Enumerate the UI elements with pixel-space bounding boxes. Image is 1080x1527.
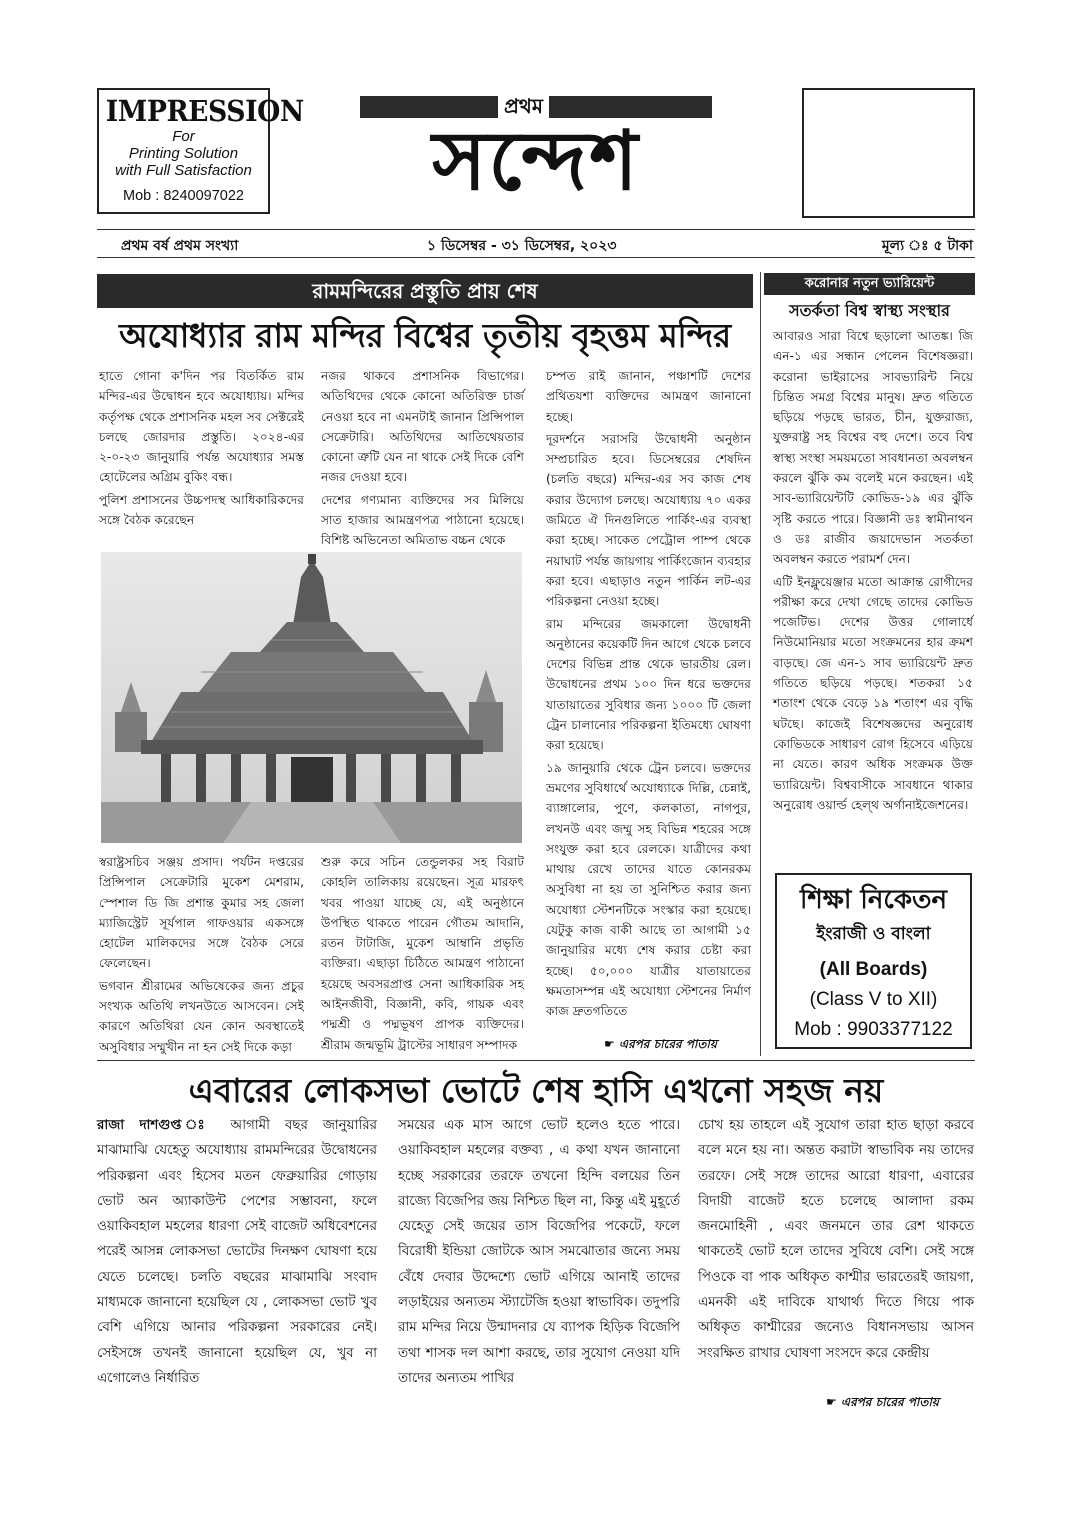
paragraph: পুলিশ প্রশাসনের উচ্চপদস্থ আধিকারিকদের সঙ্গে বৈঠক করেছেন bbox=[99, 492, 304, 528]
paragraph: নজর থাকবে প্রশাসনিক বিভাগের। অতিথিদের থেকে কোনো অতিরিক্ত চার্জ নেওয়া হবে না এমনটাই জানান প্রিন্সিপাল সেক্রেটারি। অতিথিদের আতিথেয়তার কোনো ত্রুটি যেন না থাকে সেই দিকে বেশি নজর দেওয়া হবে। bbox=[321, 369, 524, 485]
paragraph: স্বরাষ্ট্রসচিব সঞ্জয় প্রসাদ। পর্যটন দপ্তরের প্রিন্সিপাল সেক্রেটারি মুকেশ মেশরাম, স্পেশাল ডি জি প্রশান্ত কুমার সহ জেলা ম্যাজিস্ট্রেট সূর্যপাল গাফওয়ার একসঙ্গে হোটেল মালিকদের সঙ্গে বৈঠক সেরে ফেলেছেন। bbox=[99, 855, 304, 971]
ad-brand: IMPRESSION bbox=[105, 94, 304, 128]
newspaper-title: সন্দেশ bbox=[432, 114, 640, 209]
byline: রাজা দাশগুপ্ত ঃ bbox=[97, 1118, 216, 1133]
ad-line: Printing Solution bbox=[128, 145, 239, 162]
ad-boards: (All Boards) bbox=[819, 959, 928, 980]
divider bbox=[97, 257, 975, 258]
bottom-headline: এবারের লোকসভা ভোটে শেষ হাসি এখনো সহজ নয় bbox=[188, 1071, 884, 1110]
paragraph: এটি ইনফ্লুয়েঞ্জার মতো আক্রান্ত রোগীদের পরীক্ষা করে দেখা গেছে তাদের কোভিড পজেটিভ। দেশের উত্তর গোলার্ধে নিউমোনিয়ার মতো সংক্রমনের হার ক্রমশ বাড়ছে। জে এন-১ সাব ভ্যারিয়েন্ট দ্রুত গতিতে ছড়িয়ে পড়ছে। শতকরা ১৫ শতাংশ থেকে বেড়ে ১৯ শতাংশ এর বৃদ্ধি ঘটছে। কাজেই বিশেষজ্ঞদের অনুরোধ কোভিডকে সাধারণ রোগ হিসেবে এড়িয়ে না যেতে। কারণ অধিক সংক্রমক উক্ত ভ্যারিয়েন্ট। বিশ্ববাসীকে সাবধানে থাকার অনুরোধ ওয়ার্ল্ড হেল্থ অর্গানাইজেশনের। bbox=[773, 574, 973, 812]
lead-column-1-top bbox=[99, 366, 304, 532]
side-headline: সতর্কতা বিশ্ব স্বাস্থ্য সংস্থার bbox=[789, 301, 950, 320]
ad-classes: (Class V to XII) bbox=[809, 989, 938, 1010]
ad-phone: Mob : 9903377122 bbox=[794, 1019, 953, 1040]
impression-ad bbox=[97, 88, 304, 214]
side-kicker: করোনার নতুন ভ্যারিয়েন্ট bbox=[764, 273, 975, 295]
lead-column-2-bottom bbox=[321, 852, 524, 1057]
paragraph: হাতে গোনা ক'দিন পর বিতর্কিত রাম মন্দির-এর উদ্বোধন হবে অযোধ্যায়। মন্দির কর্তৃপক্ষ থেকে প্রশাসনিক মহল সব সেক্টরেই চলছে জোরদার প্রস্তুতি। ২০২৪-এর ২-০-২৩ জানুয়ারি পর্যন্ত অযোধ্যার সমস্ত হোটেলের অগ্রিম বুকিং বন্ধ। bbox=[99, 369, 304, 485]
paragraph: ভগবান শ্রীরামের অভিষেকের জন্য প্রচুর সংখ্যক অতিথি লখনউতে আসবেন। সেই কারণে অতিথিরা যেন কোন অবস্থাতেই অসুবিধার সম্মুখীন না হন সেই দিকে কড়া bbox=[99, 978, 304, 1054]
issue-number: প্রথম বর্ষ প্রথম সংখ্যা bbox=[121, 238, 239, 254]
ram-temple-photo bbox=[101, 552, 522, 843]
ad-line: with Full Satisfaction bbox=[115, 162, 252, 179]
paragraph: সময়ের এক মাস আগে ভোট হলেও হতে পারে। ওয়াকিবহাল মহলের বক্তব্য , এ কথা যখন জানানো হচ্ছে সরকারের তরফে তখনো হিন্দি বলয়ের তিন রাজ্যে বিজেপির জয় নিশ্চিত ছিল না, কিন্তু এই মুহূর্তে যেহেতু সেই জয়ের তাস বিজেপির পকেটে, ফলে বিরোধী ইন্ডিয়া জোটকে আস সমঝোতার জন্যে সময় বেঁধে দেবার উদ্দেশ্যে ভোট এগিয়ে আনাই তাদের লড়াইয়ের অন্যতম স্ট্যাটেজি হওয়া স্বাভাবিক। তদুপরি রাম মন্দির নিয়ে উন্মাদনার যে ব্যাপক হিড়িক বিজেপি তথা শাসক দল আশা করছে, তার সুযোগ নেওয়া যদি তাদের অন্যতম পাখির bbox=[398, 1118, 680, 1386]
paragraph: চোখ হয় তাহলে এই সুযোগ তারা হাত ছাড়া করবে বলে মনে হয় না। অন্তত করাটা স্বাভাবিক নয় তাদের তরফে। সেই সঙ্গে তাদের আরো ধারণা, এবারের বিদায়ী বাজেট হতে চলেছে আলাদা রকম জনমোহিনী , এবং জনমনে তার রেশ থাকতে থাকতেই ভোট হলে তাদের সুবিধে বেশি। সেই সঙ্গে পিওকে বা পাক অধিকৃত কাশ্মীর ভারতেরই জায়গা, এমনকী এই দাবিকে যাথার্থ্য দিতে গিয়ে পাক অধিকৃত কাশ্মীরের জন্যেও বিধানসভায় আসন সংরক্ষিত রাখার ঘোষণা সংসদে করে কেন্দ্রীয় bbox=[698, 1118, 974, 1361]
shiksha-niketan-ad bbox=[775, 873, 972, 1049]
paragraph: দূরদর্শনে সরাসরি উদ্বোধনী অনুষ্ঠান সম্প্রচারিত হবে। ডিসেম্বরের শেষদিন (চলতি বছরে) মন্দির-এর সব কাজ শেষ করার উদ্যোগ চলছে। অযোধ্যায় ৭০ একর জমিতে ঐ দিনগুলিতে পার্কিং-এর ব্যবস্থা করা হচ্ছে। সাকেত পেট্রোল পাম্প থেকে নয়াঘাট পর্যন্ত জায়গায় পার্কিংজোন ব্যবহার করা হবে। এছাড়াও নতুন পার্কিন লট-এর পরিকল্পনা নেওয়া হচ্ছে। bbox=[546, 431, 751, 609]
paragraph: আগামী বছর জানুয়ারির মাঝামাঝি যেহেতু অযোধ্যায় রামমন্দিরের উদ্বোধনের পরিকল্পনা এবং হিসেব মতন ফেব্রুয়ারির গোড়ায় ভোট অন অ্যাকাউন্ট পেশের সম্ভাবনা, ফলে ওয়াকিবহাল মহলের ধারণা সেই বাজেট অধিবেশনের পরেই আসন্ন লোকসভা ভোটের দিনক্ষণ ঘোষণা হয়ে যেতে চলেছে। চলতি বছরের মাঝামাঝি সংবাদ মাধ্যমকে জানানো হয়েছিল যে , লোকসভা ভোট খুব বেশি এগিয়ে আনার পরিকল্পনা সরকারের নেই। সেইসঙ্গে তখনই জানানো হয়েছিল যে, খুব না এগোলেও নির্ধারিত bbox=[97, 1118, 378, 1386]
lead-kicker: রামমন্দিরের প্রস্তুতি প্রায় শেষ bbox=[97, 274, 753, 308]
continued-note: ☛ এরপর চারের পাতায় bbox=[604, 1037, 717, 1051]
masthead bbox=[360, 96, 712, 218]
divider bbox=[97, 229, 975, 230]
lead-headline: অযোধ্যার রাম মন্দির বিশ্বের তৃতীয় বৃহত্তম মন্দির bbox=[119, 316, 731, 355]
masthead-prefix: প্রথম bbox=[498, 94, 549, 118]
issue-date: ১ ডিসেম্বর - ৩১ ডিসেম্বর, ২০২৩ bbox=[427, 238, 617, 254]
lead-column-3 bbox=[546, 366, 751, 1024]
ad-languages: ইংরাজী ও বাংলা bbox=[816, 924, 931, 944]
paragraph: চম্পত রাই জানান, পঞ্চাশটি দেশের প্রথিতযশা ব্যক্তিদের আমন্ত্রণ জানানো হচ্ছে। bbox=[546, 369, 751, 424]
divider bbox=[97, 1060, 975, 1061]
bottom-column-3 bbox=[698, 1113, 974, 1366]
bottom-column-2 bbox=[398, 1113, 680, 1391]
paragraph: আবারও সারা বিশ্বে ছড়ালো আতঙ্ক। জি এন-১ এর সন্ধান পেলেন বিশেষজ্ঞরা। করোনা ভাইরাসের সাবভ্যারিন্ট নিয়ে চিন্তিত সমগ্র বিশ্বের মানুষ। দ্রুত গতিতে ছড়িয়ে পড়ছে ভারত, চীন, যুক্তরাজ্য, যুক্তরাষ্ট্র সহ বিশ্বের বহু দেশে। তবে বিশ্ব স্বাস্থ্য সংস্থা সময়মতো সাবধানতা অবলম্বন করলে ঝুঁকি কম বলেই মনে করছেন। এই সাব-ভ্যারিয়েন্টটি কোভিড-১৯ এর ঝুঁকি সৃষ্টি করতে পারে। বিজ্ঞানী ডঃ স্বামীনাথন ও ডঃ রাজীব জয়াদেভান সতর্কতা অবলম্বন করতে পরামর্শ দেন। bbox=[773, 329, 973, 567]
issue-price: মূল্য ঃ ৫ টাকা bbox=[881, 238, 973, 254]
paragraph: দেশের গণ্যমান্য ব্যক্তিদের সব মিলিয়ে সাত হাজার আমন্ত্রণপত্র পাঠানো হয়েছে। বিশিষ্ট অভিনেতা অমিতাভ বচ্চন থেকে bbox=[321, 492, 524, 548]
bottom-column-1 bbox=[97, 1113, 377, 1391]
lead-column-2-top bbox=[321, 366, 524, 553]
continued-note: ☛ এরপর চারের পাতায় bbox=[826, 1395, 939, 1409]
ad-phone: Mob : 8240097022 bbox=[123, 188, 244, 204]
dateline bbox=[97, 232, 975, 254]
column-divider bbox=[760, 272, 761, 1056]
paragraph: রাম মন্দিরের জমকালো উদ্বোধনী অনুষ্ঠানের কয়েকটি দিন আগে থেকে চলবে দেশের বিভিন্ন প্রান্ত থেকে ভারতীয় রেল। উদ্বোধনের প্রথম ১০০ দিন ধরে ভক্তদের যাতায়াতের সুবিধার জন্য ১০০০ টি জেলা ট্রেন চালানোর পরিকল্পনা ইতিমধ্যে ঘোষণা করা হয়েছে। bbox=[546, 616, 751, 753]
ad-line: For bbox=[172, 128, 195, 145]
side-column bbox=[773, 326, 973, 817]
paragraph: শুরু করে সচিন তেন্ডুলকর সহ বিরাট কোহলি তালিকায় রয়েছেন। সূত্র মারফৎ খবর পাওয়া যাচ্ছে যে, এই অনুষ্ঠানে উপস্থিত থাকতে পারেন গৌতম আদানি, রতন টাটাজি, মুকেশ আম্বানি প্রভৃতি ব্যক্তিরা। এছাড়া চিঠিতে আমন্ত্রণ পাঠানো হয়েছে অবসরপ্রাপ্ত সেনা আধিকারিক সহ আইনজীবী, বিজ্ঞানী, কবি, গায়ক এবং পদ্মশ্রী ও পদ্মভূষণ প্রাপক ব্যক্তিদের। শ্রীরাম জন্মভূমি ট্রাস্টের সাধারণ সম্পাদক bbox=[321, 855, 524, 1052]
ear-box bbox=[802, 88, 975, 218]
paragraph: ১৯ জানুয়ারি থেকে ট্রেন চলবে। ভক্তদের ভ্রমণের সুবিধার্থে অযোধ্যাকে দিল্লি, চেন্নাই, ব্যাঙ্গালোর, পুণে, কলকাতা, নাগপুর, লখনউ এবং জম্মু সহ বিভিন্ন শহরের সঙ্গে সংযুক্ত করা হবে রেলকে। যাত্রীদের কথা মাথায় রেখে তাদের যাতে কোনরকম অসুবিধা না হয় তা সুনিশ্চিত করার জন্য অযোধ্যা স্টেশনটিকে সংস্কার করা হয়েছে। যেটুকু কাজ বাকী আছে তা আগামী ১৫ জানুয়ারির মধ্যে শেষ করার চেষ্টা করা হচ্ছে। ৫০,০০০ যাত্রীর যাতায়াতের ক্ষমতাসম্পন্ন এই অযোধ্যা স্টেশনের নির্মাণ কাজ দ্রুতগতিতে bbox=[546, 760, 751, 1019]
lead-column-1-bottom bbox=[99, 852, 304, 1059]
ad-title: শিক্ষা নিকেতন bbox=[799, 885, 948, 915]
